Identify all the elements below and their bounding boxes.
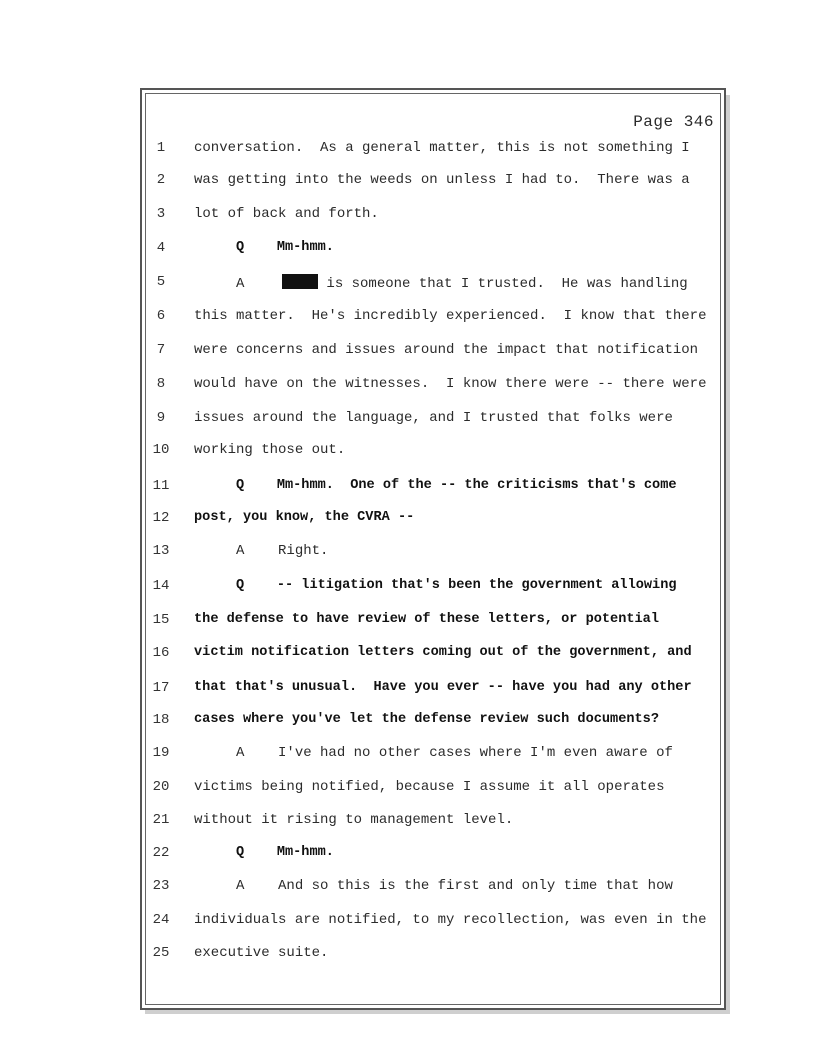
- line-number: 16: [152, 645, 170, 661]
- line-text: [194, 342, 698, 358]
- transcript-line: [0, 172, 816, 196]
- line-text: [236, 274, 688, 292]
- line-text: [194, 912, 706, 928]
- line-content: without it rising to management level.: [194, 812, 514, 828]
- line-content: the defense to have review of these letters, or potential: [194, 612, 659, 627]
- transcript-line: [0, 543, 816, 567]
- transcript-line: [0, 376, 816, 400]
- line-number: 23: [152, 878, 170, 894]
- transcript-line: [0, 945, 816, 969]
- line-text: [194, 308, 706, 324]
- line-content: was getting into the weeds on unless I had to. There was a: [194, 172, 690, 188]
- line-number: 7: [156, 342, 166, 358]
- frame-shadow-bottom: [145, 1010, 730, 1014]
- line-number: 9: [156, 410, 166, 426]
- line-content: Mm-hmm.: [276, 240, 334, 255]
- line-number: 14: [152, 578, 170, 594]
- line-text: [194, 812, 513, 828]
- line-text: [194, 376, 706, 392]
- speaker-label: Q: [236, 240, 245, 255]
- line-number: 24: [152, 912, 170, 928]
- line-content: would have on the witnesses. I know there were -- there were: [194, 376, 707, 392]
- transcript-line: [0, 878, 816, 902]
- line-number: 1: [156, 140, 166, 156]
- line-content: is someone that I trusted. He was handling: [326, 276, 688, 292]
- line-text: [194, 645, 692, 660]
- line-number: 6: [156, 308, 166, 324]
- line-content: cases where you've let the defense review such documents?: [194, 712, 659, 727]
- line-text: [194, 206, 379, 222]
- line-content: victim notification letters coming out of the government, and: [194, 645, 692, 660]
- line-number: 22: [152, 845, 170, 861]
- line-content: post, you know, the CVRA --: [194, 510, 415, 525]
- line-text: [194, 779, 664, 795]
- speaker-label: Q: [236, 578, 245, 593]
- speaker-label: A: [236, 745, 245, 761]
- line-number: 11: [152, 478, 170, 494]
- line-content: issues around the language, and I trusted that folks were: [194, 410, 673, 426]
- line-number: 10: [152, 442, 170, 458]
- line-number: 15: [152, 612, 170, 628]
- transcript-line: [0, 308, 816, 332]
- redaction-block: [282, 274, 318, 289]
- line-text: [236, 543, 328, 559]
- line-text: [194, 410, 673, 426]
- transcript-line: [0, 442, 816, 466]
- transcript-line: [0, 240, 816, 264]
- speaker-label: A: [236, 878, 245, 894]
- line-content: Mm-hmm.: [276, 845, 334, 860]
- transcript-line: [0, 680, 816, 704]
- line-content: -- litigation that's been the government allowing: [276, 578, 677, 593]
- transcript-line: [0, 612, 816, 636]
- line-number: 17: [152, 680, 170, 696]
- transcript-line: [0, 779, 816, 803]
- line-content: were concerns and issues around the impact that notification: [194, 342, 699, 358]
- line-content: lot of back and forth.: [194, 206, 379, 222]
- line-text: [194, 712, 659, 727]
- line-content: this matter. He's incredibly experienced. I know that there: [194, 308, 707, 324]
- line-content: Mm-hmm. One of the -- the criticisms that's come: [276, 478, 677, 493]
- line-number: 4: [156, 240, 166, 256]
- speaker-label: A: [236, 276, 245, 292]
- transcript-line: [0, 845, 816, 869]
- line-number: 13: [152, 543, 170, 559]
- line-text: [194, 140, 690, 156]
- line-number: 19: [152, 745, 170, 761]
- line-content: working those out.: [194, 442, 346, 458]
- line-text: [236, 478, 677, 493]
- transcript-line: [0, 342, 816, 366]
- line-text: [236, 745, 673, 761]
- speaker-label: Q: [236, 478, 245, 493]
- transcript-line: [0, 510, 816, 534]
- line-text: [194, 510, 414, 525]
- line-content: victims being notified, because I assume it all operates: [194, 779, 665, 795]
- speaker-label: Q: [236, 845, 245, 860]
- line-content: executive suite.: [194, 945, 329, 961]
- transcript-line: [0, 140, 816, 164]
- line-text: [236, 845, 334, 860]
- transcript-line: [0, 274, 816, 298]
- line-number: 12: [152, 510, 170, 526]
- line-text: [194, 612, 659, 627]
- transcript-line: [0, 206, 816, 230]
- line-text: [194, 945, 328, 961]
- line-content: Right.: [278, 543, 329, 559]
- line-text: [194, 680, 692, 695]
- line-number: 25: [152, 945, 170, 961]
- line-content: And so this is the first and only time that how: [278, 878, 673, 894]
- line-number: 20: [152, 779, 170, 795]
- line-text: [236, 240, 334, 255]
- line-content: that that's unusual. Have you ever -- have you had any other: [194, 680, 692, 695]
- transcript-line: [0, 745, 816, 769]
- transcript-line: [0, 410, 816, 434]
- line-content: I've had no other cases where I'm even aware of: [278, 745, 673, 761]
- page-number: Page 346: [633, 113, 714, 131]
- transcript-line: [0, 578, 816, 602]
- line-number: 2: [156, 172, 166, 188]
- transcript-line: [0, 645, 816, 669]
- line-text: [236, 578, 677, 593]
- transcript-line: [0, 478, 816, 502]
- line-number: 8: [156, 376, 166, 392]
- line-number: 18: [152, 712, 170, 728]
- line-number: 5: [156, 274, 166, 290]
- line-text: [194, 442, 345, 458]
- transcript-line: [0, 812, 816, 836]
- line-content: conversation. As a general matter, this is not something I: [194, 140, 690, 156]
- line-text: [194, 172, 690, 188]
- line-text: [236, 878, 673, 894]
- speaker-label: A: [236, 543, 245, 559]
- line-number: 3: [156, 206, 166, 222]
- transcript-line: [0, 712, 816, 736]
- line-number: 21: [152, 812, 170, 828]
- line-content: individuals are notified, to my recollection, was even in the: [194, 912, 707, 928]
- transcript-line: [0, 912, 816, 936]
